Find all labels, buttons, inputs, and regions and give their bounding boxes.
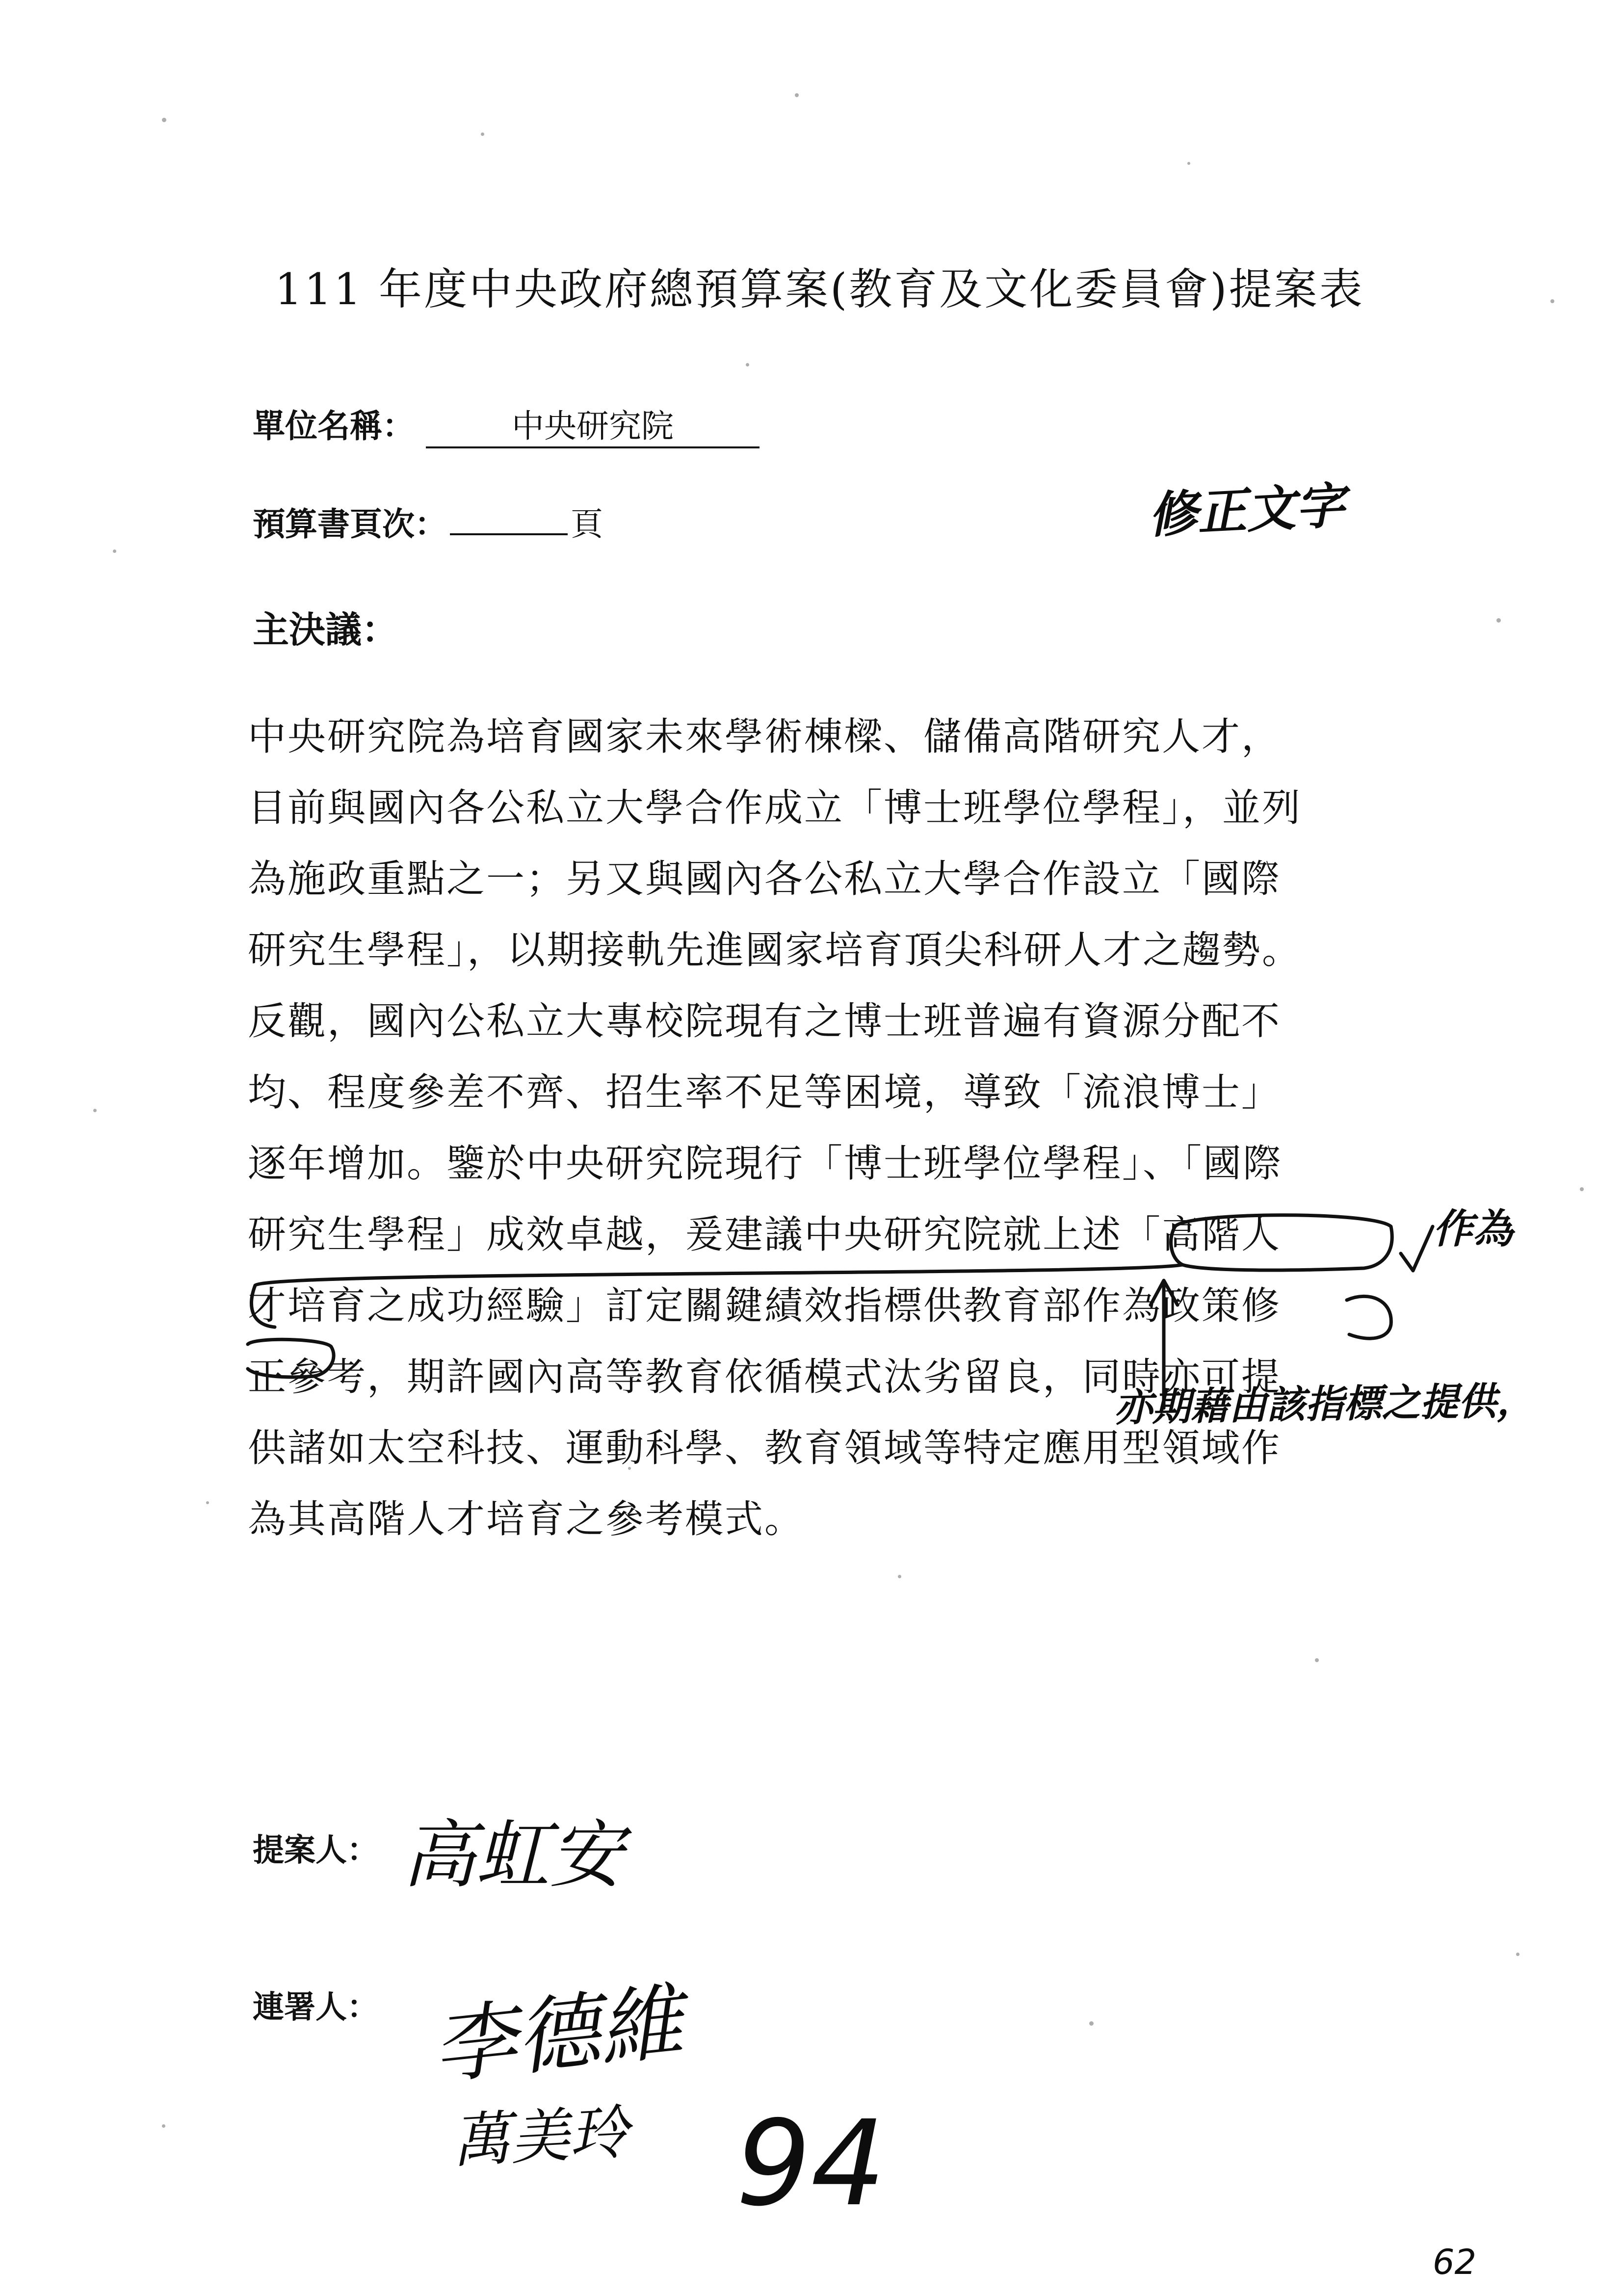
body-line: 目前與國內各公私立大學合作成立「博士班學位學程」，並列 — [248, 786, 1302, 830]
unit-name-label: 單位名稱： — [253, 407, 415, 445]
cosigner-signature: 李德維 — [428, 1973, 687, 2097]
body-line: 研究生學程」，以期接軌先進國家培育頂尖科研人才之趨勢。 — [248, 928, 1302, 972]
unit-name-value: 中央研究院 — [426, 400, 760, 448]
unit-name-row — [253, 400, 760, 448]
body-line: 供諸如太空科技、運動科學、教育領域等特定應用型領域作 — [248, 1426, 1282, 1470]
handwritten-margin-note: 亦期藉由該指標之提供， — [1113, 1379, 1535, 1431]
body-line: 正參考，期許國內高等教育依循模式汰劣留良，同時亦可提 — [248, 1355, 1282, 1399]
proposer-signature: 高虹安 — [402, 1813, 624, 1898]
budget-page-label: 預算書頁次： — [253, 505, 447, 543]
body-line: 均、程度參差不齊、招生率不足等困境，導致「流浪博士」 — [248, 1070, 1282, 1115]
budget-page-unit: 頁 — [571, 505, 603, 543]
body-line: 研究生學程」成效卓越，爰建議中央研究院就上述「高階人 — [248, 1213, 1282, 1257]
page-title: 111 年度中央政府總預算案(教育及文化委員會)提案表 — [275, 264, 1364, 314]
budget-page-row — [253, 498, 603, 545]
proposer-label: 提案人： — [253, 1832, 378, 1869]
page-number: 62 — [1433, 2242, 1477, 2282]
body-line: 逐年增加。鑒於中央研究院現行「博士班學位學程」、「國際 — [248, 1142, 1283, 1186]
caret-mark — [1401, 1226, 1433, 1271]
body-line: 中央研究院為培育國家未來學術棟樑、儲備高階研究人才， — [248, 715, 1282, 759]
main-resolution-label: 主決議： — [253, 609, 398, 651]
body-line: 為施政重點之一；另又與國內各公私立大學合作設立「國際 — [248, 857, 1282, 901]
body-line: 反觀，國內公私立大專校院現有之博士班普遍有資源分配不 — [248, 999, 1282, 1044]
body-line: 才培育之成功經驗」訂定關鍵績效指標供教育部作為政策修 — [248, 1284, 1282, 1328]
handwritten-title-note: 修正文字 — [1147, 476, 1346, 545]
handwritten-number: 94 — [736, 2095, 886, 2232]
budget-page-blank — [450, 533, 568, 535]
cosigner-label: 連署人： — [253, 1989, 378, 2026]
handwritten-insert-note: 作為 — [1433, 1206, 1513, 1252]
cosigner-signature: 萬美玲 — [450, 2098, 630, 2176]
body-line: 為其高階人才培育之參考模式。 — [248, 1497, 805, 1541]
